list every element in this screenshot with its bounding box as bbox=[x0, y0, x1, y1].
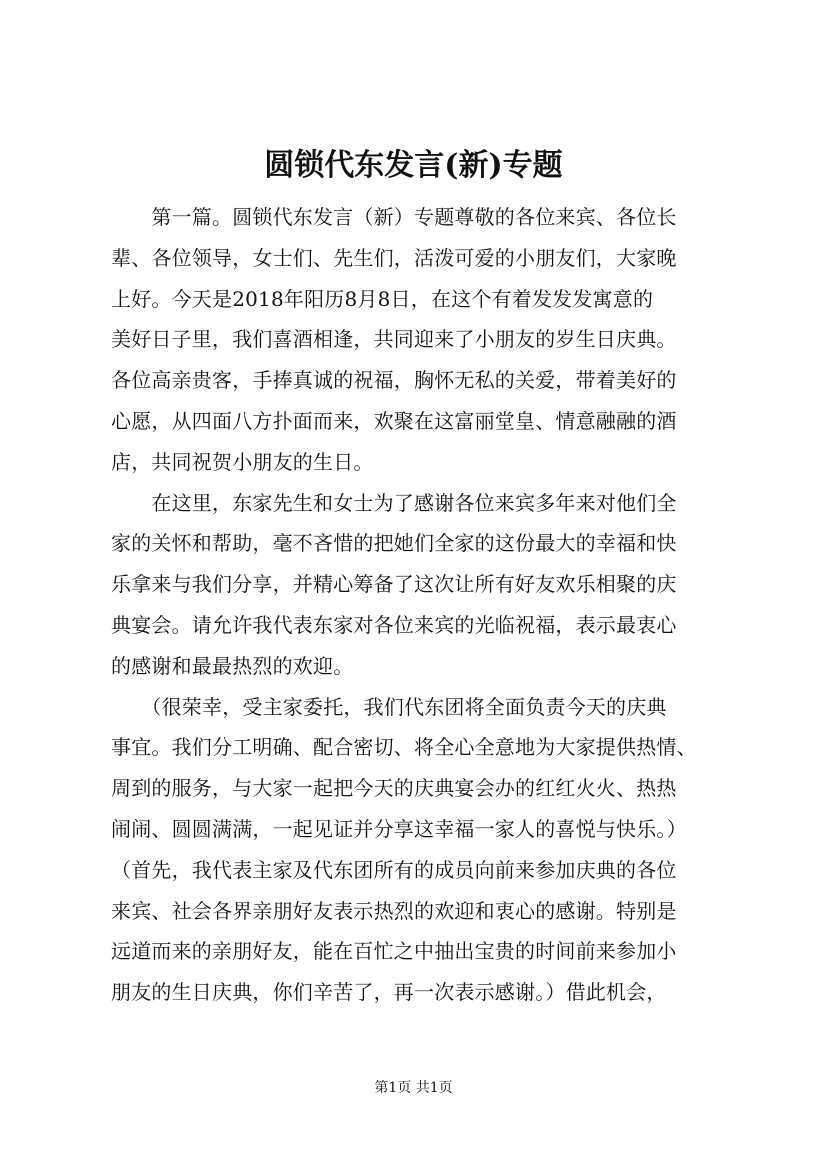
body-line: 来宾、社会各界亲朋好友表示热烈的欢迎和衷心的感谢。特别是 bbox=[111, 898, 677, 923]
body-line: 店，共同祝贺小朋友的生日。 bbox=[111, 449, 374, 474]
body-line: 辈、各位领导，女士们、先生们，活泼可爱的小朋友们，大家晚 bbox=[111, 245, 677, 270]
body-line: 周到的服务，与大家一起把今天的庆典宴会办的红红火火、热热 bbox=[111, 776, 677, 801]
body-line: 的感谢和最最热烈的欢迎。 bbox=[111, 653, 354, 678]
document-title: 圆锁代东发言(新)专题 bbox=[264, 148, 563, 183]
body-line: 乐拿来与我们分享，并精心筹备了这次让所有好友欢乐相聚的庆 bbox=[111, 572, 677, 597]
body-line: 上好。今天是2018年阳历8月8日，在这个有着发发发寓意的 bbox=[111, 286, 654, 311]
body-line: 家的关怀和帮助，毫不吝惜的把她们全家的这份最大的幸福和快 bbox=[111, 531, 677, 556]
body-line: （很荣幸，受主家委托，我们代东团将全面负责今天的庆典 bbox=[111, 694, 667, 719]
body-line: 心愿，从四面八方扑面而来，欢聚在这富丽堂皇、情意融融的酒 bbox=[111, 408, 677, 433]
body-line: 在这里，东家先生和女士为了感谢各位来宾多年来对他们全 bbox=[111, 490, 677, 515]
body-line: 远道而来的亲朋好友，能在百忙之中抽出宝贵的时间前来参加小 bbox=[111, 939, 677, 964]
body-line: 美好日子里，我们喜酒相逢，共同迎来了小朋友的岁生日庆典。 bbox=[111, 327, 677, 352]
document-body bbox=[111, 197, 751, 1013]
body-line: 朋友的生日庆典，你们辛苦了，再一次表示感谢。）借此机会， bbox=[111, 980, 667, 1005]
body-line: 事宜。我们分工明确、配合密切、将全心全意地为大家提供热情、 bbox=[111, 735, 697, 760]
body-line: 各位高亲贵客，手捧真诚的祝福，胸怀无私的关爱，带着美好的 bbox=[111, 368, 677, 393]
body-line: 典宴会。请允许我代表东家对各位来宾的光临祝福，表示最衷心 bbox=[111, 612, 677, 637]
page-footer: 第1页 共1页 bbox=[374, 1080, 453, 1096]
body-line: （首先，我代表主家及代东团所有的成员向前来参加庆典的各位 bbox=[111, 857, 677, 882]
body-line: 闹闹、圆圆满满，一起见证并分享这幸福一家人的喜悦与快乐。） bbox=[111, 816, 687, 841]
body-line: 第一篇。圆锁代东发言（新）专题尊敬的各位来宾、各位长 bbox=[111, 205, 677, 229]
